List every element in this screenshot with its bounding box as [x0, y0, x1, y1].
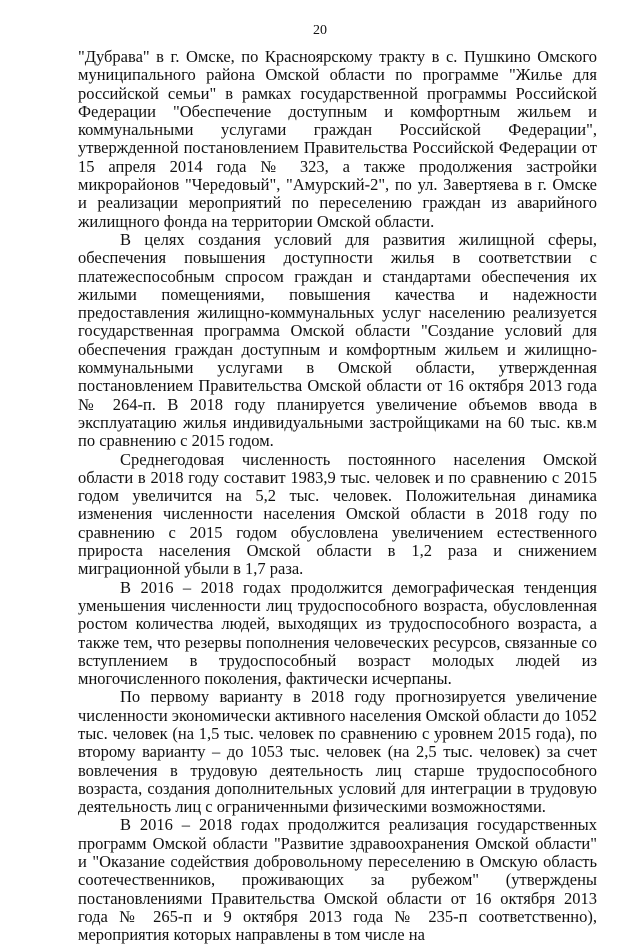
paragraph-population: Среднегодовая численность постоянного населения Омской области в 2018 году составит 1983,9 тыс. человек и по сравнению с 2015 годом увеличится на 5,2 тыс. человек. Положительная динамика изменения численности населения Омской области в 2018 году по сравнению с 2015 годом обусловлена увеличением естественного прироста населения Омской области в 1,2 раза и снижением миграционной убыли в 1,7 раза. [78, 449, 597, 579]
paragraph-housing-conditions: В целях создания условий для развития жилищной сферы, обеспечения повышения доступности жилья в соответствии с платежеспособным спросом граждан и стандартами обеспечения их жилыми помещениями, повышения качества и надежности предоставления жилищно-коммунальных услуг населению реализуется государственная программа Омской области "Создание условий для обеспечения граждан доступным и комфортным жильем и жилищно-коммунальными услугами в Омской области, утвержденная постановлением Правительства Омской области от 16 октября 2013 года № 264-п. В 2018 году планируется увеличение объемов ввода в эксплуатацию жилья индивидуальными застройщиками на 60 тыс. кв.м по сравнению с 2015 годом. [78, 229, 597, 451]
paragraph-state-programs: В 2016 – 2018 годах продолжится реализация государственных программ Омской области "Развитие здравоохранения Омской области" и "Оказание содействия добровольному переселению в Омскую область соотечественников, проживающих за рубежом" (утверждены постановлениями Правительства Омской области от 16 октября 2013 года № 265-п и 9 октября 2013 года № 235-п соответственно), мероприятия которых направлены в том числе на [78, 815, 597, 945]
paragraph-labor-force: По первому варианту в 2018 году прогнозируется увеличение численности экономически активного населения Омской области до 1052 тыс. человек (на 1,5 тыс. человек по сравнению с уровнем 2015 года), по второму варианту – до 1053 тыс. человек (на 2,5 тыс. человек) за счет вовлечения в трудовую деятельность лиц старше трудоспособного возраста, создания дополнительных условий для интеграции в трудовую деятельность лиц с ограниченными физическими возможностями. [78, 687, 597, 817]
paragraph-demographic-trend: В 2016 – 2018 годах продолжится демографическая тенденция уменьшения численности лиц трудоспособного возраста, обусловленная ростом количества людей, выходящих из трудоспособного возраста, а также тем, что резервы пополнения человеческих ресурсов, связанные со вступлением в трудоспособный возраст молодых людей из многочисленного поколения, фактически исчерпаны. [78, 577, 597, 689]
document-body [78, 48, 597, 945]
paragraph-housing-programs: "Дубрава" в г. Омске, по Красноярскому тракту в с. Пушкино Омского муниципального района Омской области по программе "Жилье для российской семьи" в рамках государственной программы Российской Федерации "Обеспечение доступным и комфортным жильем и коммунальными услугами граждан Российской Федерации", утвержденной постановлением Правительства Российской Федерации от 15 апреля 2014 года № 323, а также продолжения застройки микрорайонов "Чередовый", "Амурский-2", по ул. Завертяева в г. Омске и реализации мероприятий по переселению граждан из аварийного жилищного фонда на территории Омской области. [78, 47, 597, 231]
page-number: 20 [313, 23, 327, 38]
